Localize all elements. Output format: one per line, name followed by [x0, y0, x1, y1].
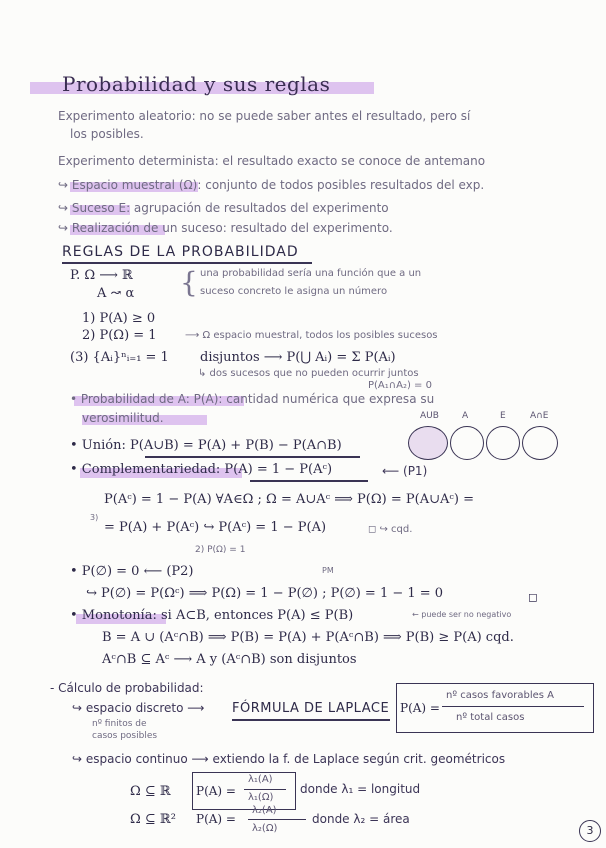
- empty-pm: PM: [322, 566, 334, 575]
- r1-note: donde λ₁ = longitud: [300, 782, 421, 796]
- discreto-note-2: casos posibles: [92, 731, 158, 741]
- venn-label-e: E: [500, 411, 506, 421]
- r2-lhs: P(A) =: [196, 812, 236, 826]
- complement-underline: [250, 480, 368, 482]
- def-aleatorio-1: Experimento aleatorio: no se puede saber antes el resultado, pero sí: [58, 109, 471, 123]
- laplace-label: FÓRMULA DE LAPLACE: [232, 701, 390, 716]
- axiom-3-disjuntos: disjuntos ⟶ P(⋃ Aᵢ) = Σ P(Aᵢ): [200, 350, 396, 365]
- def-suceso: ↪ Suceso E: agrupación de resultados del experimento: [58, 201, 389, 215]
- section-subtitle: Probabilidad y sus reglas: [62, 72, 331, 96]
- venn-label-union: AUB: [420, 411, 439, 421]
- reglas-heading: REGLAS DE LA PROBABILIDAD: [62, 244, 299, 260]
- calculo-heading: - Cálculo de probabilidad:: [50, 681, 204, 695]
- complement-rule: • Complementariedad: P(A) = 1 − P(Aᶜ): [70, 462, 333, 477]
- empty-rule: • P(∅) = 0 ⟵ (P2): [70, 564, 194, 579]
- r2-numerator: λ₂(A): [252, 805, 277, 816]
- union-underline: [145, 456, 360, 458]
- prob-de-a-1: • Probabilidad de A: P(A): cantidad numérica que expresa su: [70, 392, 435, 406]
- p-desc-1: una probabilidad sería una función que a un: [200, 268, 422, 279]
- p-desc-2: suceso concreto le asigna un número: [200, 286, 388, 297]
- venn-intersection-icon: [522, 426, 558, 460]
- r2-denominator: λ₂(Ω): [252, 823, 278, 834]
- laplace-numerator: nº casos favorables A: [446, 690, 555, 701]
- r1-fraction-bar: [244, 789, 286, 790]
- complement-line-2-note: 2) P(Ω) = 1: [195, 545, 246, 555]
- r2-set: Ω ⊆ ℝ²: [130, 812, 176, 827]
- venn-union-icon: [408, 426, 448, 460]
- axiom-1: 1) P(A) ≥ 0: [82, 311, 156, 326]
- laplace-fraction-bar: [442, 706, 584, 707]
- axiom-3-note-2: P(A₁∩A₂) = 0: [368, 380, 432, 391]
- complement-line-2-pre: 3): [90, 513, 99, 522]
- venn-label-intersection: A∩E: [530, 411, 549, 421]
- monotonia-proof-1: B = A ∪ (Aᶜ∩B) ⟹ P(B) = P(A) + P(Aᶜ∩B) ⟹ P(B) ≥ P(A) cqd.: [102, 630, 514, 645]
- p-map-1: P. Ω ⟶ ℝ: [70, 268, 133, 283]
- r1-denominator: λ₁(Ω): [248, 792, 274, 803]
- brace: {: [180, 266, 198, 299]
- union-rule: • Unión: P(A∪B) = P(A) + P(B) − P(A∩B): [70, 438, 342, 453]
- monotonia-proof-2: Aᶜ∩B ⊆ Aᶜ ⟶ A y (Aᶜ∩B) son disjuntos: [102, 652, 357, 667]
- discreto-note-1: nº finitos de: [92, 719, 147, 729]
- reglas-underline: [62, 262, 312, 264]
- espacio-discreto: ↪ espacio discreto ⟶: [72, 701, 205, 715]
- def-realizacion: ↪ Realización de un suceso: resultado del experimento.: [58, 221, 393, 235]
- def-determinista: Experimento determinista: el resultado exacto se conoce de antemano: [58, 154, 486, 168]
- axiom-3: (3) {Aᵢ}ⁿᵢ₌₁ = 1: [70, 350, 169, 365]
- prob-de-a-2: verosimilitud.: [82, 411, 164, 425]
- def-espacio-muestral: ↪ Espacio muestral (Ω): conjunto de todos posibles resultados del exp.: [58, 178, 485, 192]
- venn-label-a: A: [462, 411, 469, 421]
- p-map-2: A ↝ α: [97, 286, 135, 301]
- complement-line-2-end: ◻ ↪ cqd.: [368, 524, 413, 535]
- r1-set: Ω ⊆ ℝ: [130, 784, 171, 799]
- r2-fraction-bar: [248, 819, 306, 820]
- venn-a-icon: [450, 426, 484, 460]
- laplace-underline: [232, 719, 390, 721]
- empty-proof: ↪ P(∅) = P(Ωᶜ) ⟹ P(Ω) = 1 − P(∅) ; P(∅) = 1 − 1 = 0: [86, 586, 444, 601]
- empty-end: ◻: [528, 590, 538, 604]
- complement-line-2: = P(A) + P(Aᶜ) ↪ P(Aᶜ) = 1 − P(A): [104, 520, 327, 535]
- page-number: 3: [579, 820, 601, 842]
- laplace-lhs: P(A) =: [400, 701, 440, 715]
- axiom-2-note: ⟶ Ω espacio muestral, todos los posibles sucesos: [185, 330, 438, 341]
- axiom-2: 2) P(Ω) = 1: [82, 328, 157, 343]
- laplace-denominator: nº total casos: [456, 712, 525, 723]
- r2-note: donde λ₂ = área: [312, 812, 410, 826]
- complement-pm: ⟵ (P1): [382, 464, 428, 478]
- def-aleatorio-2: los posibles.: [70, 127, 144, 141]
- venn-e-icon: [486, 426, 520, 460]
- axiom-3-note-1: ↳ dos sucesos que no pueden ocurrir juntos: [198, 368, 419, 379]
- monotonia-note: ← puede ser no negativo: [412, 610, 512, 619]
- espacio-continuo: ↪ espacio continuo ⟶ extiendo la f. de Laplace según crit. geométricos: [72, 752, 506, 766]
- r1-numerator: λ₁(A): [248, 774, 273, 785]
- complement-line-1: P(Aᶜ) = 1 − P(A) ∀A∈Ω ; Ω = A∪Aᶜ ⟹ P(Ω) = P(A∪Aᶜ) =: [104, 492, 474, 507]
- monotonia-rule: • Monotonía: si A⊂B, entonces P(A) ≤ P(B): [70, 608, 354, 623]
- r1-lhs: P(A) =: [196, 784, 236, 798]
